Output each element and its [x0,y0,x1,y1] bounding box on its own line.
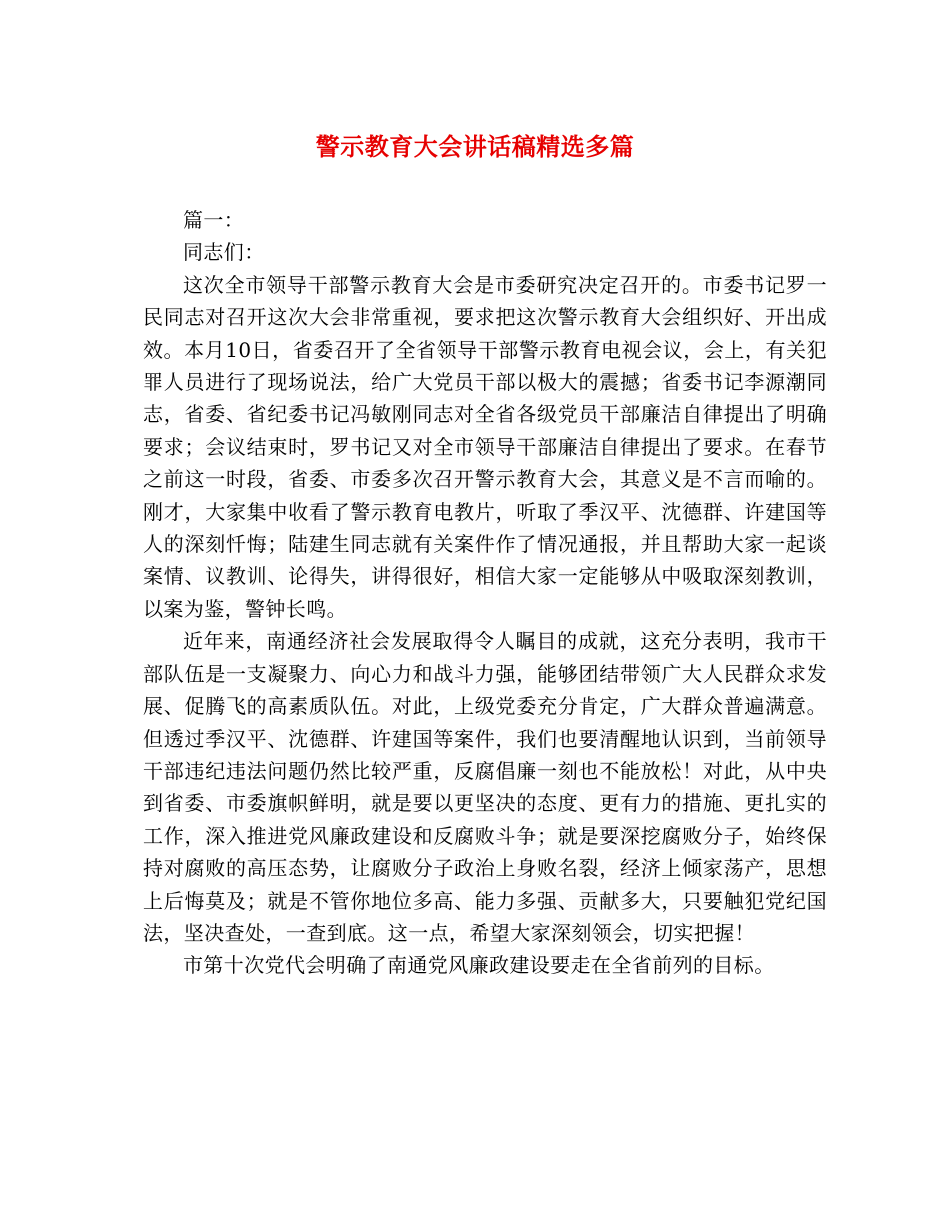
body-paragraph: 市第十次党代会明确了南通党风廉政建设要走在全省前列的目标。 [183,953,775,978]
document-body [143,204,827,982]
body-paragraph: 近年来，南通经济社会发展取得令人瞩目的成就，这充分表明，我市干部队伍是一支凝聚力、向心力和战斗力强，能够团结带领广大人民群众求发展、促腾飞的高素质队伍。对此，上级党委充分肯定，广大群众普遍满意。但透过季汉平、沈德群、许建国等案件，我们也要清醒地认识到，当前领导干部违纪违法问题仍然比较严重，反腐倡廉一刻也不能放松！对此，从中央到省委、市委旗帜鲜明，就是要以更坚决的态度、更有力的措施、更扎实的工作，深入推进党风廉政建设和反腐败斗争；就是要深挖腐败分子，始终保持对腐败的高压态势，让腐败分子政治上身败名裂，经济上倾家荡产，思想上后悔莫及；就是不管你地位多高、能力多强、贡献多大，只要触犯党纪国法，坚决查处，一查到底。这一点，希望大家深刻领会，切实把握！ [143,629,827,945]
salutation: 同志们： [183,240,265,265]
body-paragraph: 这次全市领导干部警示教育大会是市委研究决定召开的。市委书记罗一民同志对召开这次大会非常重视，要求把这次警示教育大会组织好、开出成效。本月10日，省委召开了全省领导干部警示教育电视会议，会上，有关犯罪人员进行了现场说法，给广大党员干部以极大的震撼；省委书记李源潮同志，省委、省纪委书记冯敏刚同志对全省各级党员干部廉洁自律提出了明确要求；会议结束时，罗书记又对全市领导干部廉洁自律提出了要求。在春节之前这一时段，省委、市委多次召开警示教育大会，其意义是不言而喻的。刚才，大家集中收看了警示教育电教片，听取了季汉平、沈德群、许建国等人的深刻忏悔；陆建生同志就有关案件作了情况通报，并且帮助大家一起谈案情、议教训、论得失，讲得很好，相信大家一定能够从中吸取深刻教训，以案为鉴，警钟长鸣。 [143,272,827,621]
section-heading: 篇一： [183,208,245,232]
document-title: 警示教育大会讲话稿精选多篇 [315,133,635,161]
